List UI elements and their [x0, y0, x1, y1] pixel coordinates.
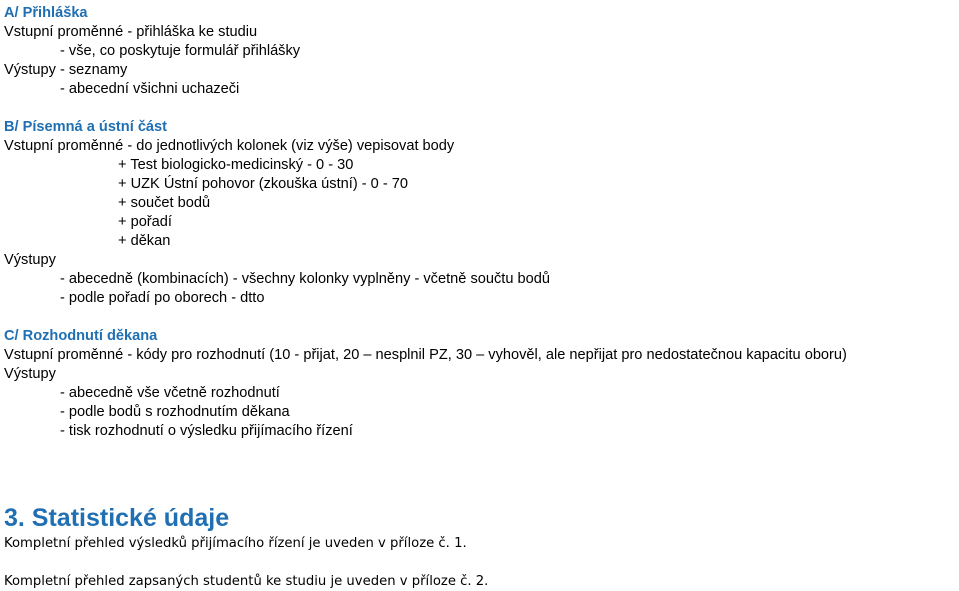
section-b-output: - podle pořadí po oborech - dtto [60, 290, 265, 306]
section-c-output: - podle bodů s rozhodnutím děkana [60, 404, 290, 420]
section-a-input-label: Vstupní proměnné - přihláška ke studiu [4, 24, 258, 40]
section-a-heading: A/ Přihláška [4, 5, 88, 21]
section-3-heading: 3. Statistické údaje [4, 504, 230, 532]
section-b-item: + pořadí [118, 214, 172, 230]
section-3-line-2: Kompletní přehled zapsaných studentů ke studiu je uveden v příloze č. 2. [4, 574, 489, 589]
section-c-output: - tisk rozhodnutí o výsledku přijímacího řízení [60, 423, 353, 439]
section-c-heading: C/ Rozhodnutí děkana [4, 328, 158, 344]
section-c-output-label: Výstupy [4, 366, 56, 382]
section-b-output-label: Výstupy [4, 252, 56, 268]
section-3-line-1: Kompletní přehled výsledků přijímacího řízení je uveden v příloze č. 1. [4, 536, 467, 551]
section-b-output: - abecedně (kombinacích) - všechny kolonky vyplněny - včetně součtu bodů [60, 271, 550, 287]
section-b-item: + Test biologicko-medicinský - 0 - 30 [118, 157, 354, 173]
section-a-input-detail: - vše, co poskytuje formulář přihlášky [60, 43, 301, 59]
section-c-output: - abecedně vše včetně rozhodnutí [60, 385, 280, 401]
section-b-item: + součet bodů [118, 195, 211, 211]
section-b-item: + děkan [118, 233, 171, 249]
section-b-input-label: Vstupní proměnné - do jednotlivých kolonek (viz výše) vepisovat body [4, 138, 455, 154]
section-a-output-detail: - abecední všichni uchazeči [60, 81, 240, 97]
section-c-input-label: Vstupní proměnné - kódy pro rozhodnutí (10 - přijat, 20 – nesplnil PZ, 30 – vyhověl, ale nepřijat pro nedostatečnou kapacitu oboru) [4, 347, 847, 363]
section-b-item: + UZK Ústní pohovor (zkouška ústní) - 0 - 70 [118, 176, 408, 192]
section-b-heading: B/ Písemná a ústní část [4, 119, 168, 135]
section-a-output-label: Výstupy - seznamy [4, 62, 128, 78]
